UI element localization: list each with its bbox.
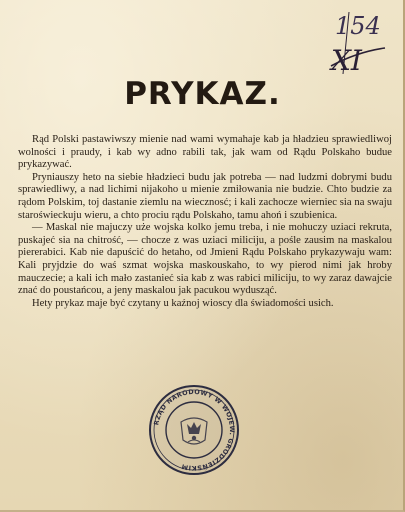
handwritten-annotation xyxy=(329,8,389,80)
seal-stamp-icon xyxy=(148,384,240,476)
paragraph-1: Rąd Polski pastawiwszy mienie nad wami wymahaje kab ja hładzieu sprawiedliwoj wolności i praudy, i kab wy adno rabili tak, jak wam od Rądu Polskaho budue prykazywać. xyxy=(18,134,392,171)
page-title: PRYKAZ. xyxy=(124,76,281,112)
official-seal xyxy=(148,384,240,476)
paragraph-3: — Maskal nie majuczy uże wojska kolko jemu treba, i nie mohuczy uziaci rekruta, puskajeć sia na chitrość, — chocze z was uziaci miliciju, a pośle zausim na maskalou piererabici. Kab nie dapuścić do hetaho, od Jmieni Rądu Polskaho prykazywaju wam: Kali pryjdzie do waś szmat wojska maskouskaho, to wy pierod nimi jak hroby mauczecie; a kali ich mało zastanieć sia kab z was rabici miliciju, to wy zaraz dawajcie znać do poustańcou, a jeny maskalou jak pacukou wydusząć. xyxy=(18,222,392,297)
handwritten-number xyxy=(329,8,389,80)
annotation-number: 154 xyxy=(335,12,381,40)
paragraph-4: Hety prykaz maje być czytany u kaźnoj wioscy dla świadomości usich. xyxy=(32,297,334,309)
proclamation-body xyxy=(18,134,392,310)
seal-text: RZĄD NARODOWY W WOJEW. GRODZIEŃSKIM xyxy=(152,387,237,473)
paragraph-2: Pryniauszy heto na siebie hładzieci budu jak potreba — nad ludzmi dobrymi budu sprawiedliwy, a nad lichimi nijakoho u mienie zmiłowania nie budzie. Chto budzie za rądom Polskim, toj dastanie ziemlu na wiecznosć; i kali zachocze wierniec sia na swaju staroświeckuju wieru, a chto prociu rądu Polskaho, tamu ahoń i szubienica. xyxy=(18,171,392,221)
annotation-roman: XI xyxy=(331,44,362,77)
